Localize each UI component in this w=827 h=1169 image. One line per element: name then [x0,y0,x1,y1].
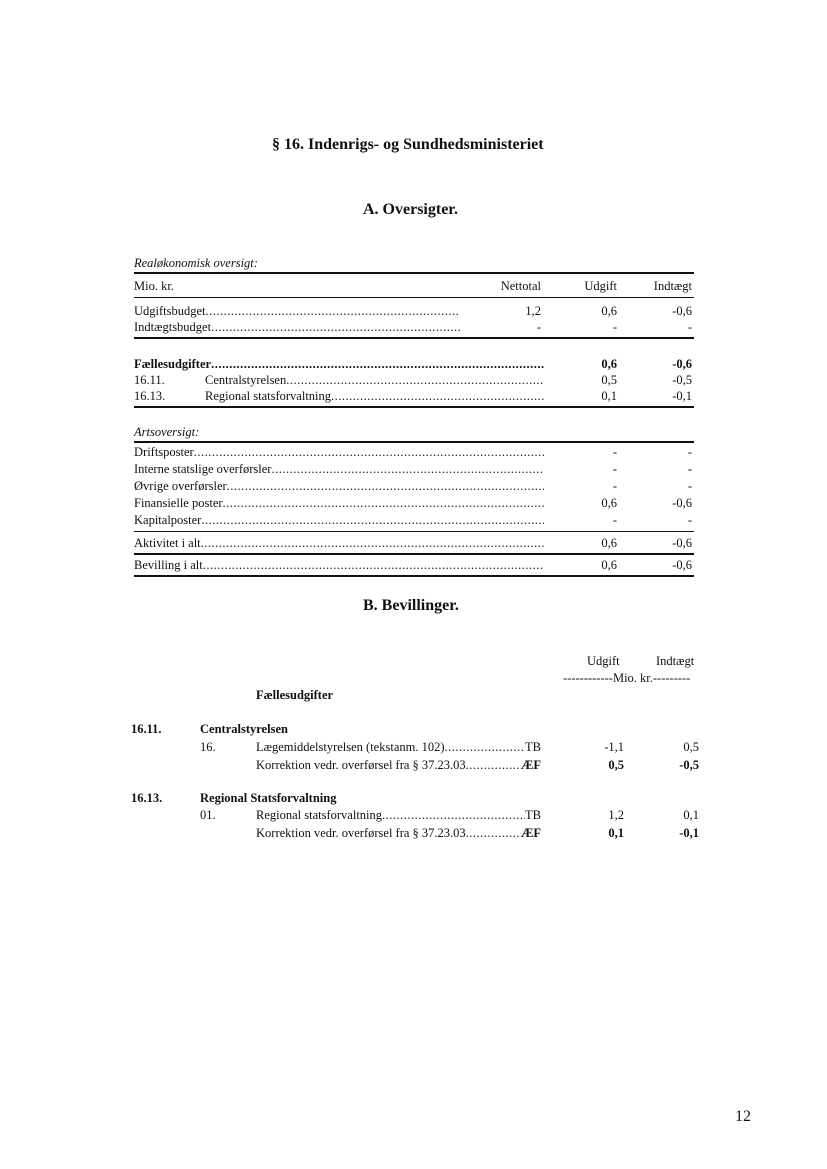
table-row [134,513,694,530]
bev-udgift-header: Udgift [587,654,620,668]
bev-sub-code: 01. [200,808,216,822]
udgift-value: 0,6 [601,536,617,550]
bev-section-name: Centralstyrelsen [200,722,288,736]
table-row [134,373,694,390]
bev-line-label: Regional statsforvaltning [256,808,383,822]
list-item [0,740,827,757]
bev-indtaegt-header: Indtægt [656,654,695,668]
bev-udgift-value: 1,2 [608,808,624,822]
rule [134,297,694,298]
table-row [134,357,694,374]
row-label: Øvrige overførsler [134,479,227,493]
rule [134,337,694,339]
udgift-value: 0,5 [601,373,617,387]
list-item [0,808,827,825]
bev-udgift-value: -1,1 [604,740,624,754]
table-row [134,496,694,513]
realoekonomisk-caption: Realøkonomisk oversigt: [134,256,258,270]
indtaegt-value: -0,6 [672,357,692,371]
section-b-heading: B. Bevillinger. [363,597,459,614]
indtaegt-header: Indtægt [653,279,692,293]
row-code: 16.13. [134,389,166,403]
udgift-value: 0,6 [601,496,617,510]
indtaegt-value: -0,5 [672,373,692,387]
bev-line-tag: TB [525,808,541,822]
row-label: Kapitalposter [134,513,202,527]
bev-indtaegt-value: -0,5 [679,758,699,772]
rule [134,441,694,443]
rule [134,272,694,274]
indtaegt-value: -0,6 [672,304,692,318]
udgift-value: 0,1 [601,389,617,403]
bev-section-name: Regional Statsforvaltning [200,791,337,805]
table-row [134,304,694,321]
row-label: Bevilling i alt [134,558,203,572]
arts-caption: Artsoversigt: [134,425,200,439]
bev-section-code: 16.13. [131,791,163,805]
bev-line-tag: TB [525,740,541,754]
table-header [134,279,694,296]
bev-line-tag: ÆF [520,826,541,840]
rule [134,553,694,555]
page-number: 12 [735,1108,751,1125]
table-row [134,320,694,337]
table-row [134,445,694,462]
rule [134,575,694,577]
udgift-value: - [612,462,617,476]
nettotal-value: - [536,320,541,334]
row-label: Aktivitet i alt [134,536,201,550]
page-title: § 16. Indenrigs- og Sundhedsministeriet [272,136,544,153]
bev-group-heading: Fællesudgifter [256,688,334,702]
row-label: Centralstyrelsen [205,373,287,387]
bev-sub-code: 16. [200,740,216,754]
table-row [134,479,694,496]
bev-indtaegt-value: 0,1 [683,808,699,822]
row-label: Fællesudgifter [134,357,212,371]
udgift-value: - [612,320,617,334]
rule [134,406,694,408]
bev-udgift-value: 0,5 [608,758,624,772]
indtaegt-value: - [687,462,692,476]
section-a-heading: A. Oversigter. [363,201,458,218]
udgift-value: - [612,513,617,527]
udgift-header: Udgift [584,279,617,293]
row-label: Finansielle poster [134,496,223,510]
udgift-value: 0,6 [601,357,617,371]
indtaegt-value: - [687,479,692,493]
bev-indtaegt-value: -0,1 [679,826,699,840]
udgift-value: 0,6 [601,304,617,318]
udgift-value: 0,6 [601,558,617,572]
indtaegt-value: -0,6 [672,558,692,572]
indtaegt-value: - [687,320,692,334]
bev-section-code: 16.11. [131,722,162,736]
rule [134,531,694,532]
nettotal-value: 1,2 [525,304,541,318]
bev-line-tag: ÆF [520,758,541,772]
indtaegt-value: -0,1 [672,389,692,403]
row-label: Indtægtsbudget [134,320,212,334]
indtaegt-value: -0,6 [672,536,692,550]
bev-unit-header: ------------Mio. kr.--------- [563,671,691,685]
bev-udgift-value: 0,1 [608,826,624,840]
udgift-value: - [612,479,617,493]
indtaegt-value: -0,6 [672,496,692,510]
table-row [134,558,694,575]
bev-line-label: Lægemiddelstyrelsen (tekstanm. 102) [256,740,445,754]
indtaegt-value: - [687,445,692,459]
table-row [134,462,694,479]
unit-header: Mio. kr. [134,279,174,293]
row-label: Driftsposter [134,445,194,459]
row-label: Interne statslige overførsler [134,462,272,476]
udgift-value: - [612,445,617,459]
row-label: Udgiftsbudget [134,304,206,318]
indtaegt-value: - [687,513,692,527]
list-item [0,826,827,843]
nettotal-header: Nettotal [500,279,541,293]
bev-line-label: Korrektion vedr. overførsel fra § 37.23.03 [256,758,466,772]
bev-line-label: Korrektion vedr. overførsel fra § 37.23.03 [256,826,466,840]
row-label: Regional statsforvaltning [205,389,332,403]
row-code: 16.11. [134,373,165,387]
bev-indtaegt-value: 0,5 [683,740,699,754]
list-item [0,758,827,775]
table-row [134,536,694,553]
table-row [134,389,694,406]
